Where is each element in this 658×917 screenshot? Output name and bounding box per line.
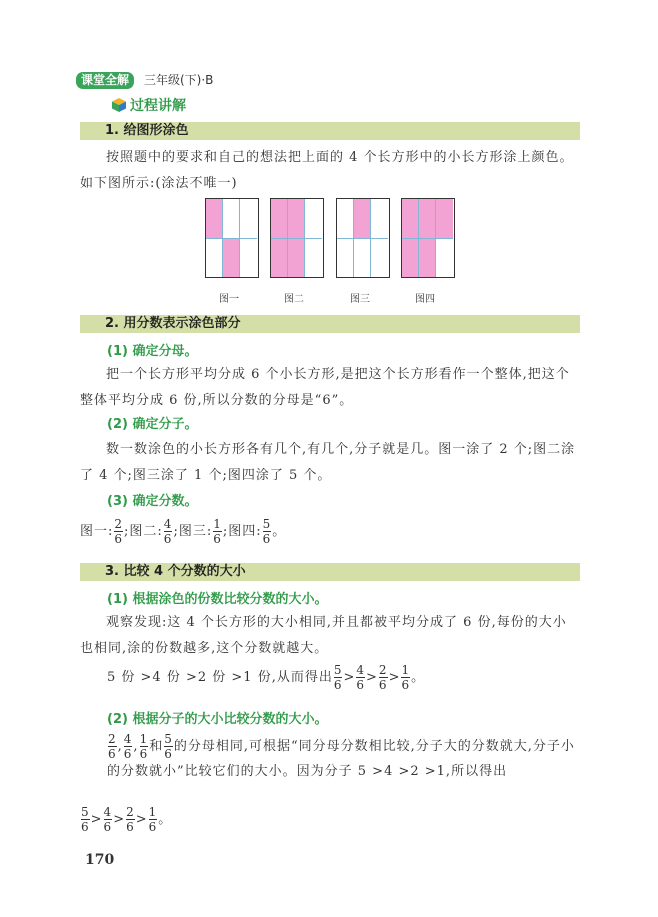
numerator: 4	[103, 805, 113, 819]
numerator: 1	[213, 517, 222, 531]
figure-caption: 图四	[415, 294, 435, 305]
figure-label: ;图四:	[222, 524, 262, 539]
shaded-cell	[288, 238, 305, 277]
fraction	[104, 806, 113, 833]
greater-than: >	[90, 812, 103, 827]
numerator: 2	[108, 732, 117, 746]
comparison-text: 5 份 >4 份 >2 份 >1 份,从而得出	[107, 670, 333, 685]
figure-caption: 图一	[219, 294, 239, 305]
denominator: 6	[81, 820, 90, 834]
subheading-compare-shaded: (1) 根据涂色的份数比较分数的大小。	[107, 592, 328, 607]
unshaded-cell	[436, 238, 453, 277]
fraction	[124, 733, 133, 760]
denominator: 6	[356, 678, 366, 692]
fraction	[213, 518, 222, 545]
unshaded-cell	[337, 238, 354, 277]
s3-paragraph-1: 观察发现:这 4 个长方形的大小相同,并且都被平均分成了 6 份,每份的大小也相同,涂的份数越多,这个分数就越大。	[80, 615, 567, 656]
unshaded-cell	[240, 199, 257, 238]
subheading-fraction: (3) 确定分数。	[107, 494, 198, 509]
comma: ,	[117, 739, 123, 754]
page-number: 170	[85, 852, 115, 868]
s3-paragraph-2	[107, 733, 580, 784]
fraction	[356, 664, 365, 691]
denominator: 6	[123, 747, 133, 761]
numerator: 1	[148, 805, 158, 819]
numerator: 2	[114, 517, 124, 531]
s2-paragraph-2: 数一数涂色的小长方形各有几个,有几个,分子就是几。图一涂了 2 个;图二涂了 4 个;图三涂了 1 个;图四涂了 5 个。	[80, 442, 576, 483]
period: 。	[158, 812, 173, 827]
numerator: 4	[123, 732, 133, 746]
numerator: 1	[139, 732, 149, 746]
denominator: 6	[164, 747, 173, 761]
fraction	[108, 733, 117, 760]
greater-than: >	[135, 812, 148, 827]
numerator: 5	[81, 805, 90, 819]
denominator: 6	[126, 820, 135, 834]
fraction	[164, 733, 173, 760]
period: 。	[411, 670, 426, 685]
s2-paragraph-1: 把一个长方形平均分成 6 个小长方形,是把这个长方形看作一个整体,把这个整体平均分成 6 份,所以分数的分母是“6”。	[80, 367, 570, 408]
fraction	[81, 806, 90, 833]
denominator: 6	[213, 532, 222, 546]
fraction	[334, 664, 343, 691]
figure-label: ;图二:	[124, 524, 163, 539]
denominator: 6	[114, 532, 124, 546]
shaded-cell	[436, 199, 453, 238]
unshaded-cell	[206, 238, 223, 277]
numerator: 5	[164, 732, 173, 746]
shaded-cell	[402, 199, 419, 238]
denominator: 6	[378, 678, 388, 692]
figure-caption: 图三	[350, 294, 370, 305]
comma: ,	[133, 739, 139, 754]
shaded-rectangle-figure	[205, 198, 259, 278]
period: 。	[272, 524, 287, 539]
numerator: 1	[401, 663, 411, 677]
greater-than: >	[343, 670, 356, 685]
cube-icon	[112, 98, 126, 112]
shaded-rectangle-figure	[336, 198, 390, 278]
fraction	[149, 806, 158, 833]
denominator: 6	[148, 820, 158, 834]
shaded-cell	[206, 199, 223, 238]
section-title: 2. 用分数表示涂色部分	[105, 316, 241, 331]
shaded-cell	[354, 199, 371, 238]
numerator: 4	[163, 517, 173, 531]
numerator: 5	[262, 517, 272, 531]
shaded-cell	[402, 238, 419, 277]
grade-label: 三年级(下)·B	[144, 73, 214, 87]
figure-caption: 图二	[284, 294, 304, 305]
fraction	[379, 664, 388, 691]
shaded-cell	[271, 199, 288, 238]
figure-label: ;图三:	[173, 524, 213, 539]
unshaded-cell	[223, 199, 240, 238]
section-title: 1. 给图形涂色	[105, 123, 189, 138]
section-heading-2	[80, 315, 580, 333]
unshaded-cell	[305, 238, 322, 277]
greater-than: >	[113, 812, 126, 827]
final-ordering-line	[80, 806, 172, 833]
and-word: 和	[149, 739, 164, 754]
fraction	[164, 518, 173, 545]
numerator: 4	[356, 663, 366, 677]
shaded-cell	[419, 199, 436, 238]
shaded-cell	[419, 238, 436, 277]
greater-than: >	[388, 670, 401, 685]
denominator: 6	[163, 532, 173, 546]
fraction	[114, 518, 123, 545]
unshaded-cell	[305, 199, 322, 238]
numerator: 2	[378, 663, 388, 677]
numerator: 5	[333, 663, 343, 677]
figure-label: 图一:	[80, 524, 114, 539]
section-title: 3. 比较 4 个分数的大小	[105, 564, 246, 579]
section-heading-3	[80, 563, 580, 581]
denominator: 6	[139, 747, 149, 761]
unshaded-cell	[240, 238, 257, 277]
fraction	[263, 518, 272, 545]
comparison-line	[107, 664, 425, 691]
s1-paragraph: 按照题中的要求和自己的想法把上面的 4 个长方形中的小长方形涂上颜色。如下图所示:(涂法不唯一)	[80, 150, 574, 191]
denominator: 6	[108, 747, 117, 761]
unshaded-cell	[337, 199, 354, 238]
denominator: 6	[103, 820, 113, 834]
shaded-cell	[223, 238, 240, 277]
shaded-rectangle-figure	[401, 198, 455, 278]
section-heading-1	[80, 122, 580, 140]
denominator: 6	[401, 678, 411, 692]
fraction-list-line	[80, 518, 286, 545]
subheading-numerator: (2) 确定分子。	[107, 417, 198, 432]
numerator: 2	[126, 805, 135, 819]
denominator: 6	[262, 532, 272, 546]
process-title: 过程讲解	[130, 98, 186, 114]
greater-than: >	[366, 670, 378, 685]
subheading-compare-numerator: (2) 根据分子的大小比较分数的大小。	[107, 712, 328, 727]
denominator: 6	[333, 678, 343, 692]
fraction	[140, 733, 149, 760]
fraction	[401, 664, 410, 691]
unshaded-cell	[371, 199, 388, 238]
unshaded-cell	[354, 238, 371, 277]
unshaded-cell	[371, 238, 388, 277]
fraction	[126, 806, 135, 833]
shaded-cell	[288, 199, 305, 238]
brand-badge: 课堂全解	[76, 72, 134, 89]
shaded-rectangle-figure	[270, 198, 324, 278]
shaded-cell	[271, 238, 288, 277]
subheading-denominator: (1) 确定分母。	[107, 344, 198, 359]
s3-paragraph-2-text: 的分母相同,可根据“同分母分数相比较,分子大的分数就大,分子小的分数就小”比较它们的大小。因为分子 5 >4 >2 >1,所以得出	[107, 739, 575, 779]
